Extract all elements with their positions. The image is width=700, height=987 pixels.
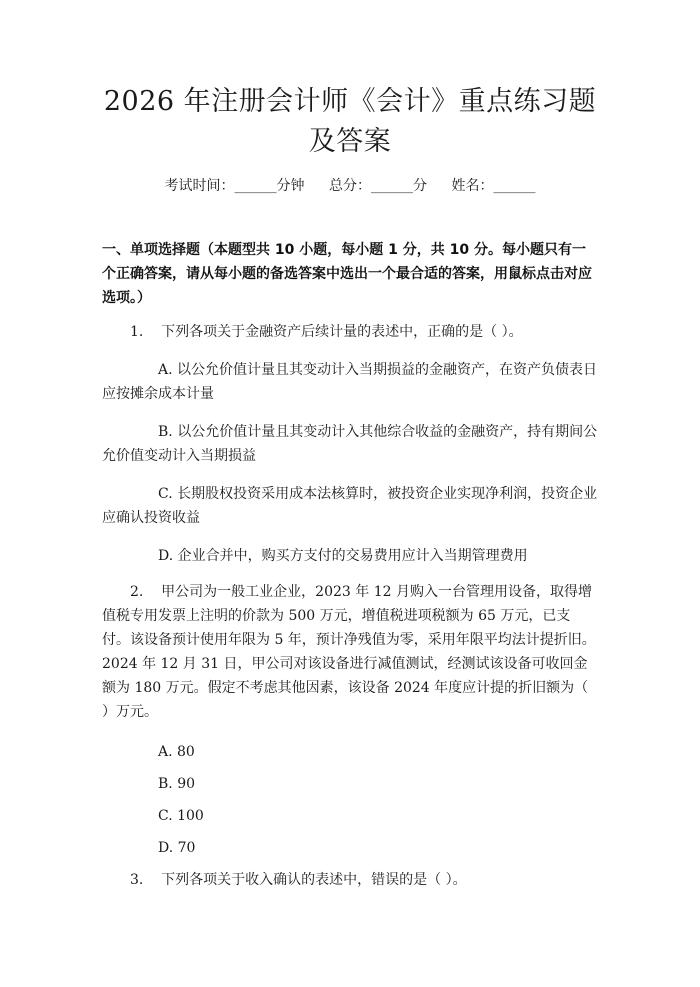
option-a[interactable]: A. 80 [158, 744, 195, 760]
question-stem [102, 320, 598, 344]
question-number: 2. [130, 584, 144, 600]
question-text: 甲公司为一般工业企业，2023 年 12 月购入一台管理用设备，取得增值税专用发票上注明的价款为 500 万元，增值税进项税额为 65 万元，已支付。该设备预计使用年限为 5 年，预计净残值为零，采用年限平均法计提折旧。2024 年 12 月 31 日，甲公司对该设备进行减值测试，经测试该设备可收回金额为 180 万元。假定不考虑其他因素，该设备 2024 年度应计提的折旧额为（ ）万元。 [102, 584, 596, 720]
document-title: 2026 年注册会计师《会计》重点练习题及答案 [103, 86, 597, 157]
question-number: 3. [130, 872, 144, 888]
question-stem [102, 580, 598, 724]
option-d[interactable]: D. 企业合并中，购买方支付的交易费用应计入当期管理费用 [158, 548, 528, 564]
option-c[interactable]: C. 100 [158, 808, 204, 824]
exam-time-field: 考试时间：______分钟 [164, 178, 305, 194]
question-1 [102, 320, 598, 344]
total-score-field: 总分：______分 [329, 178, 427, 194]
question-text: 下列各项关于金融资产后续计量的表述中，正确的是（ ）。 [161, 324, 523, 340]
section-heading: 一、单项选择题（本题型共 10 小题，每小题 1 分，共 10 分。每小题只有一个正确答案，请从每小题的备选答案中选出一个最合适的答案，用鼠标点击对应选项。） [102, 242, 592, 306]
option-c[interactable]: C. 长期股权投资采用成本法核算时，被投资企业实现净利润，投资企业应确认投资收益 [102, 486, 598, 526]
option-b[interactable]: B. 90 [158, 776, 196, 792]
document-page [0, 82, 700, 987]
option-b[interactable]: B. 以公允价值计量且其变动计入其他综合收益的金融资产，持有期间公允价值变动计入当期损益 [102, 424, 598, 464]
question-stem [102, 868, 598, 892]
option-d[interactable]: D. 70 [158, 840, 196, 856]
question-3 [102, 868, 598, 892]
exam-info-line [102, 176, 598, 196]
question-text: 下列各项关于收入确认的表述中，错误的是（ ）。 [161, 872, 467, 888]
name-field: 姓名：______ [451, 178, 536, 194]
question-number: 1. [130, 324, 144, 340]
option-a[interactable]: A. 以公允价值计量且其变动计入当期损益的金融资产，在资产负债表日应按摊余成本计量 [102, 362, 598, 402]
question-2 [102, 580, 598, 724]
